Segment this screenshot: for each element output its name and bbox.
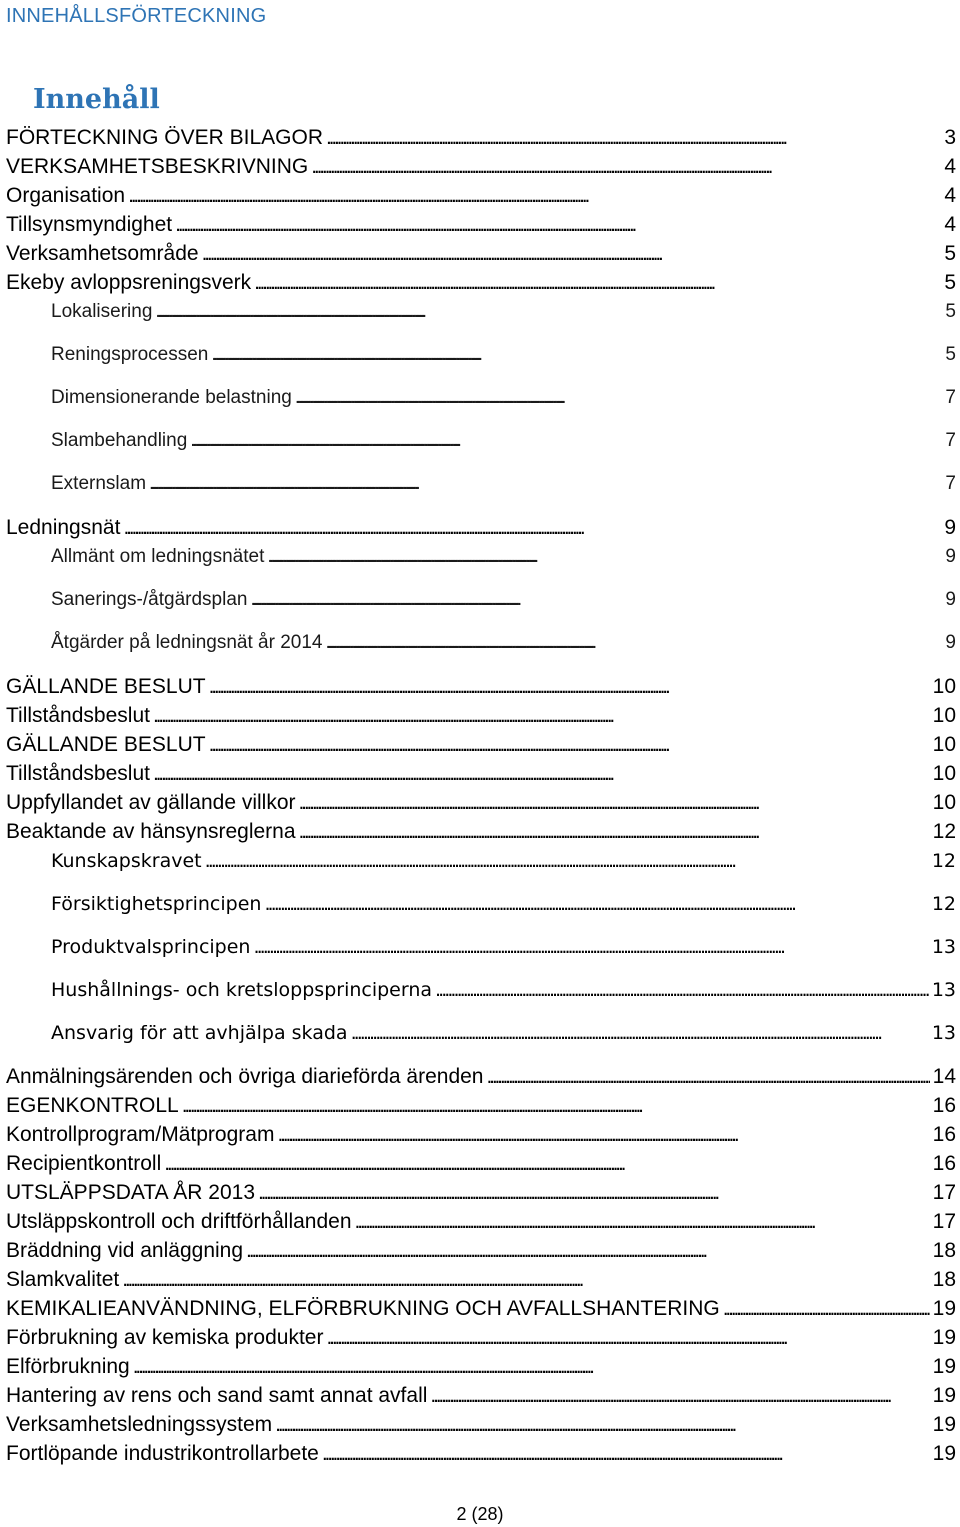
toc-entry-page: 3 xyxy=(944,126,956,149)
toc-entry-page: 12 xyxy=(932,820,956,843)
toc-entry-page: 10 xyxy=(932,791,956,814)
toc-entry[interactable] xyxy=(0,516,960,540)
dot-leader xyxy=(299,791,930,815)
dot-leader xyxy=(254,271,941,295)
toc-entry-page: 19 xyxy=(932,1355,956,1378)
toc-entry[interactable] xyxy=(0,155,960,179)
dot-leader xyxy=(209,675,930,699)
toc-entry[interactable] xyxy=(0,850,960,872)
dot-leader xyxy=(155,301,942,323)
dot-leader xyxy=(295,387,943,409)
dot-leader xyxy=(153,704,930,728)
toc-entry-page: 5 xyxy=(945,301,956,322)
toc-entry-page: 10 xyxy=(932,704,956,727)
toc-entry-title: Reningsprocessen xyxy=(51,344,209,365)
toc-entry[interactable] xyxy=(0,589,960,611)
toc-entry-title: Beaktande av hänsynsreglerna xyxy=(6,820,296,843)
dot-leader xyxy=(355,1210,930,1234)
toc-entry-page: 9 xyxy=(944,516,956,539)
toc-entry-title: Uppfyllandet av gällande villkor xyxy=(6,791,296,814)
dot-leader xyxy=(299,820,930,844)
toc-entry[interactable] xyxy=(0,820,960,844)
dot-leader xyxy=(209,733,930,757)
dot-leader xyxy=(250,589,942,611)
toc-entry[interactable] xyxy=(0,1210,960,1234)
dot-leader xyxy=(182,1094,930,1118)
toc-entry-title: Organisation xyxy=(6,184,126,207)
toc-entry-page: 4 xyxy=(944,155,956,178)
toc-entry[interactable] xyxy=(0,1297,960,1321)
toc-entry[interactable] xyxy=(0,704,960,728)
toc-entry[interactable] xyxy=(0,1022,960,1044)
dot-leader xyxy=(164,1152,929,1176)
toc-entry-title: Dimensionerande belastning xyxy=(51,387,292,408)
dot-leader xyxy=(175,213,941,237)
dot-leader xyxy=(246,1239,930,1263)
toc-entry[interactable] xyxy=(0,1239,960,1263)
toc-entry-title: VERKSAMHETSBESKRIVNING xyxy=(6,155,309,178)
toc-entry[interactable] xyxy=(0,1442,960,1466)
toc-entry[interactable] xyxy=(0,213,960,237)
dot-leader xyxy=(435,979,929,1001)
toc-entry-title: Hushållnings- och kretsloppsprinciperna xyxy=(51,979,433,1001)
toc-entry-title: Verksamhetsområde xyxy=(6,242,199,265)
toc-entry[interactable] xyxy=(0,1094,960,1118)
toc-entry-page: 9 xyxy=(945,632,956,653)
dot-leader xyxy=(149,473,942,495)
dot-leader xyxy=(326,1326,929,1350)
toc-entry-title: Lokalisering xyxy=(51,301,153,322)
dot-leader xyxy=(128,184,941,208)
toc-entry[interactable] xyxy=(0,1413,960,1437)
toc-entry-page: 16 xyxy=(932,1094,956,1117)
toc-entry-title: Ansvarig för att avhjälpa skada xyxy=(51,1022,348,1044)
toc-entry-page: 5 xyxy=(944,242,956,265)
toc-entry-title: Bräddning vid anläggning xyxy=(6,1239,244,1262)
toc-entry[interactable] xyxy=(0,762,960,786)
toc-entry-page: 4 xyxy=(944,184,956,207)
toc-entry-page: 10 xyxy=(932,733,956,756)
toc-entry-page: 13 xyxy=(931,936,956,958)
toc-entry-title: Anmälningsärenden och övriga diarieförda ärenden xyxy=(6,1065,484,1088)
toc-entry[interactable] xyxy=(0,1355,960,1379)
toc-entry-title: Kunskapskravet xyxy=(51,850,202,872)
dot-leader xyxy=(123,516,941,540)
toc-entry-page: 12 xyxy=(931,850,956,872)
toc-title: Innehåll xyxy=(33,84,160,115)
toc-entry-page: 14 xyxy=(932,1065,956,1088)
toc-entry-page: 12 xyxy=(931,893,956,915)
toc-entry-title: Åtgärder på ledningsnät år 2014 xyxy=(51,632,323,653)
dot-leader xyxy=(723,1297,930,1321)
toc-entry-page: 18 xyxy=(932,1268,956,1291)
toc-entry-title: Produktvalsprincipen xyxy=(51,936,251,958)
toc-entry-title: KEMIKALIEANVÄNDNING, ELFÖRBRUKNING OCH AVFALLSHANTERING xyxy=(6,1297,720,1320)
toc-entry-title: GÄLLANDE BESLUT xyxy=(6,675,206,698)
dot-leader xyxy=(326,126,941,150)
toc-entry-page: 10 xyxy=(932,762,956,785)
toc-entry-page: 16 xyxy=(932,1152,956,1175)
toc-entry-page: 17 xyxy=(932,1210,956,1233)
toc-entry-page: 19 xyxy=(932,1297,956,1320)
toc-entry-page: 10 xyxy=(932,675,956,698)
document-header: INNEHÅLLSFÖRTECKNING xyxy=(6,5,267,27)
dot-leader xyxy=(325,632,942,654)
toc-entry-title: Allmänt om ledningsnätet xyxy=(51,546,265,567)
page-footer xyxy=(0,1504,960,1525)
toc-entry[interactable] xyxy=(0,546,960,568)
toc-entry-title: Hantering av rens och sand samt annat avfall xyxy=(6,1384,428,1407)
dot-leader xyxy=(275,1413,930,1437)
toc-entry[interactable] xyxy=(0,1152,960,1176)
toc-entry-title: UTSLÄPPSDATA ÅR 2013 xyxy=(6,1181,255,1204)
toc-entry[interactable] xyxy=(0,184,960,208)
toc-entry-title: Försiktighetsprincipen xyxy=(51,893,262,915)
toc-entry-page: 7 xyxy=(945,387,956,408)
page-number: 2 (28) xyxy=(456,1504,504,1524)
toc-entry[interactable] xyxy=(0,1326,960,1350)
toc-entry[interactable] xyxy=(0,979,960,1001)
toc-entry-page: 17 xyxy=(932,1181,956,1204)
dot-leader xyxy=(264,893,928,915)
toc-entry[interactable] xyxy=(0,791,960,815)
dot-leader xyxy=(486,1065,929,1089)
toc-entry[interactable] xyxy=(0,344,960,366)
toc-entry[interactable] xyxy=(0,733,960,757)
toc-entry-title: Elförbrukning xyxy=(6,1355,130,1378)
toc-entry-page: 7 xyxy=(945,430,956,451)
toc-entry-page: 7 xyxy=(945,473,956,494)
toc-entry-title: Fortlöpande industrikontrollarbete xyxy=(6,1442,319,1465)
toc-entry-page: 13 xyxy=(931,979,956,1001)
dot-leader xyxy=(122,1268,929,1292)
toc-entry[interactable] xyxy=(0,893,960,915)
dot-leader xyxy=(253,936,928,958)
dot-leader xyxy=(351,1022,929,1044)
dot-leader xyxy=(205,850,929,872)
toc-entry-page: 19 xyxy=(932,1442,956,1465)
toc-entry[interactable] xyxy=(0,430,960,452)
toc-entry-title: FÖRTECKNING ÖVER BILAGOR xyxy=(6,126,323,149)
toc-entry-page: 16 xyxy=(932,1123,956,1146)
toc-entry-title: Sanerings-/åtgärdsplan xyxy=(51,589,248,610)
dot-leader xyxy=(211,344,942,366)
toc-entry[interactable] xyxy=(0,126,960,150)
toc-entry-title: Utsläppskontroll och driftförhållanden xyxy=(6,1210,352,1233)
toc-entry-title: Tillståndsbeslut xyxy=(6,762,150,785)
toc-entry-page: 9 xyxy=(945,546,956,567)
toc-entry[interactable] xyxy=(0,271,960,295)
toc-entry[interactable] xyxy=(0,387,960,409)
dot-leader xyxy=(322,1442,930,1466)
dot-leader xyxy=(190,430,942,452)
dot-leader xyxy=(258,1181,930,1205)
toc-entry-title: Tillståndsbeslut xyxy=(6,704,150,727)
toc-entry-page: 19 xyxy=(932,1326,956,1349)
toc-entry[interactable] xyxy=(0,473,960,495)
toc-entry-title: Tillsynsmyndighet xyxy=(6,213,173,236)
toc-entry-page: 5 xyxy=(945,344,956,365)
toc-entry[interactable] xyxy=(0,675,960,699)
toc-entry-title: Kontrollprogram/Mätprogram xyxy=(6,1123,275,1146)
toc-entry[interactable] xyxy=(0,936,960,958)
toc-entry-page: 4 xyxy=(944,213,956,236)
toc-entry[interactable] xyxy=(0,1123,960,1147)
toc-entry[interactable] xyxy=(0,1065,960,1089)
dot-leader xyxy=(153,762,930,786)
toc-entry-title: Verksamhetsledningssystem xyxy=(6,1413,273,1436)
toc-entry[interactable] xyxy=(0,301,960,323)
toc-entry-title: Slambehandling xyxy=(51,430,188,451)
toc-entry-page: 18 xyxy=(932,1239,956,1262)
toc-entry[interactable] xyxy=(0,1181,960,1205)
toc-entry[interactable] xyxy=(0,1384,960,1408)
toc-entry[interactable] xyxy=(0,242,960,266)
toc-entry-page: 9 xyxy=(945,589,956,610)
toc-entry-title: Slamkvalitet xyxy=(6,1268,120,1291)
toc-entry-title: EGENKONTROLL xyxy=(6,1094,179,1117)
toc-entry-title: GÄLLANDE BESLUT xyxy=(6,733,206,756)
dot-leader xyxy=(133,1355,930,1379)
toc-entry-page: 13 xyxy=(931,1022,956,1044)
toc-entry-page: 19 xyxy=(932,1413,956,1436)
toc-entry-title: Förbrukning av kemiska produkter xyxy=(6,1326,324,1349)
dot-leader xyxy=(202,242,942,266)
toc-entry[interactable] xyxy=(0,632,960,654)
dot-leader xyxy=(311,155,941,179)
toc-entry-title: Ekeby avloppsreningsverk xyxy=(6,271,252,294)
dot-leader xyxy=(267,546,942,568)
dot-leader xyxy=(277,1123,929,1147)
dot-leader xyxy=(430,1384,929,1408)
toc-entry-title: Externslam xyxy=(51,473,147,494)
toc-entry[interactable] xyxy=(0,1268,960,1292)
toc-entry-page: 19 xyxy=(932,1384,956,1407)
toc-entry-title: Recipientkontroll xyxy=(6,1152,162,1175)
toc-entry-title: Ledningsnät xyxy=(6,516,121,539)
toc-entry-page: 5 xyxy=(944,271,956,294)
